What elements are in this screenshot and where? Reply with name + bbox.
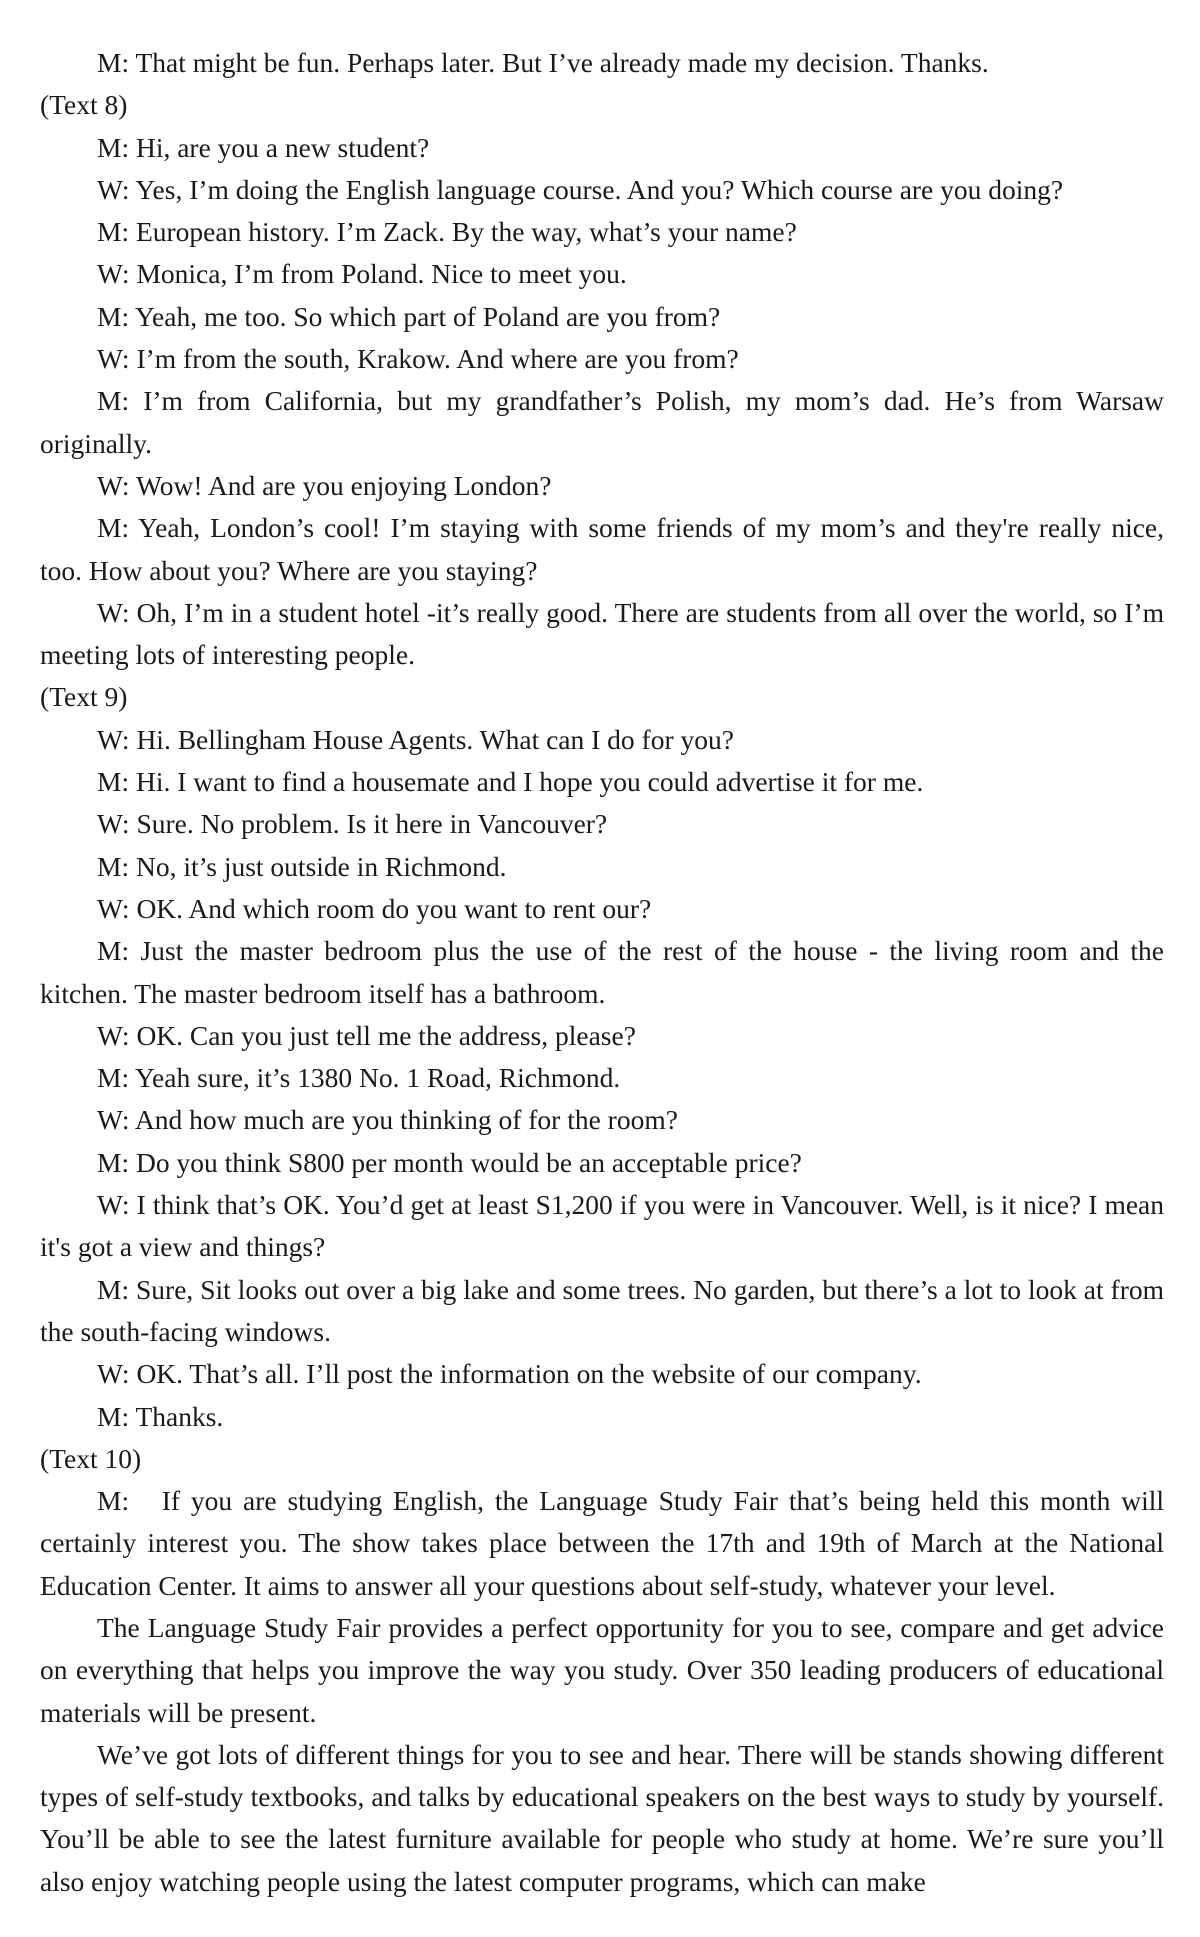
dialogue-line: M: Yeah sure, it’s 1380 No. 1 Road, Richmond. (97, 1062, 621, 1094)
dialogue-line: M: Just the master bedroom plus the use of the rest of the house - the living room and the kitchen. The master bedroom itself has a bathroom. (40, 935, 1164, 1009)
dialogue-line: M: Sure, Sit looks out over a big lake and some trees. No garden, but there’s a lot to look at from the south-facing windows. (40, 1273, 1164, 1347)
dialogue-line: M: No, it’s just outside in Richmond. (97, 850, 507, 882)
dialogue-line: M: Hi, are you a new student? (97, 131, 430, 163)
dialogue-line: W: Monica, I’m from Poland. Nice to meet you. (97, 258, 627, 290)
dialogue-line: M: That might be fun. Perhaps later. But I’ve already made my decision. Thanks. (97, 47, 989, 78)
dialogue-line: M: Thanks. (97, 1400, 224, 1432)
dialogue-line: W: Wow! And are you enjoying London? (97, 469, 552, 501)
dialogue-line: W: OK. Can you just tell me the address, please? (97, 1019, 636, 1051)
dialogue-line: M: If you are studying English, the Language Study Fair that’s being held this month will certainly interest you. The show takes place between the 17th and 19th of March at the National Education Center. It aims to answer all your questions about self-study, whatever your level. (40, 1485, 1164, 1601)
dialogue-line: W: OK. And which room do you want to rent our? (97, 892, 652, 924)
dialogue-line: W: Hi. Bellingham House Agents. What can I do for you? (97, 723, 734, 755)
dialogue-line: M: Yeah, me too. So which part of Poland are you from? (97, 300, 721, 332)
dialogue-line: M: Hi. I want to find a housemate and I hope you could advertise it for me. (97, 766, 924, 798)
section-heading: (Text 10) (40, 1442, 142, 1474)
section-heading: (Text 9) (40, 681, 128, 713)
dialogue-line: M: Do you think S800 per month would be an acceptable price? (97, 1146, 802, 1178)
dialogue-line: W: And how much are you thinking of for the room? (97, 1104, 678, 1136)
dialogue-line: W: Yes, I’m doing the English language course. And you? Which course are you doing? (97, 173, 1064, 205)
dialogue-line: W: OK. That’s all. I’ll post the information on the website of our company. (97, 1358, 922, 1390)
section-heading: (Text 8) (40, 89, 128, 121)
dialogue-line: M: European history. I’m Zack. By the way, what’s your name? (97, 216, 797, 248)
dialogue-line: We’ve got lots of different things for you to see and hear. There will be stands showing different types of self-study textbooks, and talks by educational speakers on the best ways to study by yourself. You’ll be able to see the latest furniture available for people who study at home. We’re sure you’ll also enjoy watching people using the latest computer programs, which can make (40, 1738, 1164, 1897)
dialogue-line: W: I think that’s OK. You’d get at least S1,200 if you were in Vancouver. Well, is it nice? I mean it's got a view and things? (40, 1189, 1164, 1263)
dialogue-line: W: Oh, I’m in a student hotel -it’s really good. There are students from all over the world, so I’m meeting lots of interesting people. (40, 596, 1164, 671)
dialogue-line: W: Sure. No problem. Is it here in Vancouver? (97, 808, 608, 840)
dialogue-line: W: I’m from the south, Krakow. And where are you from? (97, 343, 739, 375)
dialogue-line: M: I’m from California, but my grandfather’s Polish, my mom’s dad. He’s from Warsaw originally. (40, 385, 1164, 459)
dialogue-line: M: Yeah, London’s cool! I’m staying with some friends of my mom’s and they're really nice, too. How about you? Where are you staying? (40, 512, 1164, 586)
dialogue-line: The Language Study Fair provides a perfect opportunity for you to see, compare and get advice on everything that helps you improve the way you study. Over 350 leading producers of educational materials will be present. (40, 1611, 1164, 1728)
